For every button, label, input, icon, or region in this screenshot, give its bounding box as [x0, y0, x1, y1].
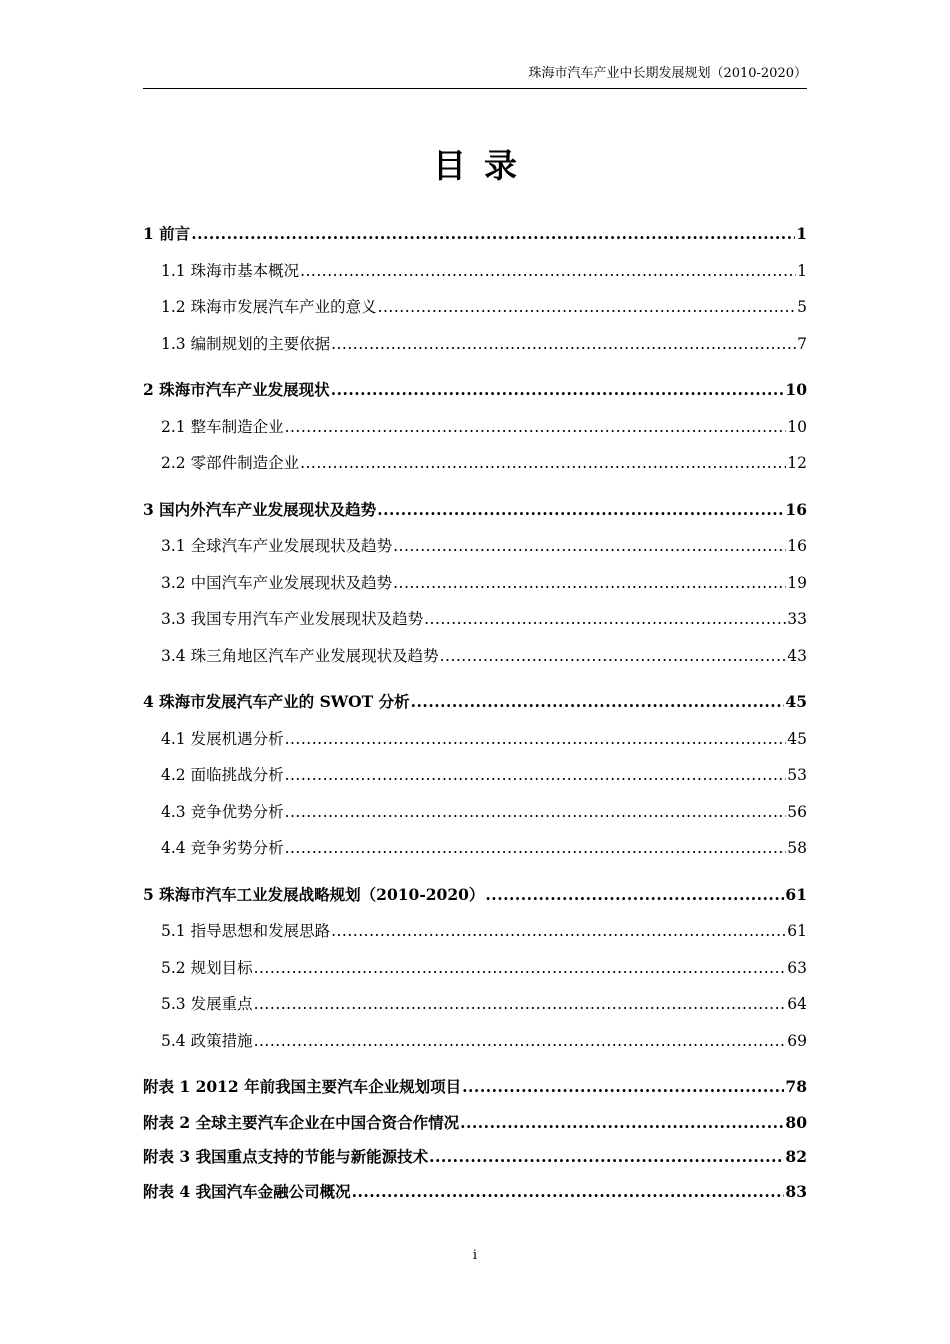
toc-chapter-entry[interactable]	[143, 492, 807, 529]
toc-dot-leader	[285, 794, 787, 830]
toc-entry-title: 附表 1 2012 年前我国主要汽车企业规划项目	[143, 1077, 462, 1096]
toc-dot-leader	[254, 986, 787, 1022]
toc-chapter-entry[interactable]	[143, 1140, 807, 1175]
table-of-contents	[143, 216, 807, 1209]
toc-dot-leader	[485, 877, 784, 913]
toc-entry-page-number: 83	[785, 1181, 807, 1201]
toc-entry-title: 1.3 编制规划的主要依据	[161, 334, 331, 353]
toc-entry-title: 4.2 面临挑战分析	[161, 766, 284, 784]
toc-entry-page-number: 58	[787, 839, 807, 857]
toc-entry-page-number: 63	[787, 958, 807, 977]
toc-section-entry[interactable]	[143, 757, 807, 794]
toc-dot-leader	[411, 684, 785, 720]
toc-entry-page-number: 16	[785, 499, 807, 519]
toc-dot-leader	[429, 1140, 784, 1174]
toc-chapter-entry[interactable]	[143, 1175, 807, 1210]
toc-section-entry[interactable]	[143, 326, 807, 363]
toc-section-entry[interactable]	[143, 445, 807, 482]
toc-entry-page-number: 10	[787, 417, 807, 436]
running-header	[143, 66, 807, 89]
toc-entry-title: 5 珠海市汽车工业发展战略规划（2010-2020）	[143, 884, 485, 904]
toc-section-entry[interactable]	[143, 830, 807, 867]
toc-entry-title: 4.3 竞争优势分析	[161, 802, 284, 821]
toc-dot-leader	[191, 216, 795, 252]
toc-dot-leader	[300, 445, 786, 481]
toc-chapter-entry[interactable]	[143, 216, 807, 253]
toc-section-entry[interactable]	[143, 289, 807, 326]
toc-entry-title: 附表 3 我国重点支持的节能与新能源技术	[143, 1147, 429, 1166]
toc-entry-page-number: 80	[785, 1112, 807, 1132]
toc-section-entry[interactable]	[143, 528, 807, 565]
toc-dot-leader	[440, 638, 787, 674]
toc-entry-title: 3.1 全球汽车产业发展现状及趋势	[161, 537, 393, 555]
toc-entry-title: 3.3 我国专用汽车产业发展现状及趋势	[161, 610, 424, 628]
toc-section-entry[interactable]	[143, 950, 807, 987]
toc-chapter-entry[interactable]	[143, 372, 807, 409]
toc-entry-page-number: 43	[787, 646, 807, 665]
toc-chapter-entry[interactable]	[143, 1069, 807, 1106]
toc-entry-title: 5.2 规划目标	[161, 958, 253, 977]
toc-entry-title: 5.4 政策措施	[161, 1031, 253, 1050]
toc-entry-page-number: 53	[787, 766, 807, 784]
toc-section-entry[interactable]	[143, 794, 807, 831]
toc-section-entry[interactable]	[143, 721, 807, 758]
toc-section-entry[interactable]	[143, 253, 807, 290]
toc-entry-page-number: 33	[787, 610, 807, 628]
toc-entry-page-number: 12	[787, 454, 807, 472]
toc-dot-leader	[331, 326, 796, 362]
toc-entry-page-number: 19	[787, 573, 807, 592]
toc-dot-leader	[393, 565, 786, 601]
toc-entry-page-number: 5	[797, 298, 807, 316]
toc-entry-title: 5.1 指导思想和发展思路	[161, 922, 331, 940]
toc-entry-title: 4.4 竞争劣势分析	[161, 839, 284, 857]
toc-chapter-entry[interactable]	[143, 877, 807, 914]
toc-entry-title: 5.3 发展重点	[161, 995, 253, 1013]
toc-entry-page-number: 78	[785, 1077, 807, 1096]
toc-entry-title: 附表 2 全球主要汽车企业在中国合资合作情况	[143, 1112, 460, 1132]
toc-dot-leader	[285, 830, 787, 866]
toc-entry-page-number: 82	[785, 1147, 807, 1166]
toc-entry-page-number: 10	[785, 380, 807, 399]
toc-section-entry[interactable]	[143, 1023, 807, 1060]
toc-chapter-entry[interactable]	[143, 684, 807, 721]
toc-entry-title: 1.1 珠海市基本概况	[161, 261, 300, 280]
toc-entry-page-number: 16	[787, 537, 807, 555]
toc-section-entry[interactable]	[143, 913, 807, 950]
toc-dot-leader	[377, 492, 784, 528]
running-header-text: 珠海市汽车产业中长期发展规划（2010-2020）	[528, 66, 807, 81]
toc-entry-title: 3.4 珠三角地区汽车产业发展现状及趋势	[161, 646, 439, 665]
toc-entry-page-number: 1	[797, 261, 807, 280]
toc-entry-title: 1.2 珠海市发展汽车产业的意义	[161, 298, 377, 316]
toc-entry-page-number: 1	[796, 224, 807, 243]
toc-chapter-entry[interactable]	[143, 1106, 807, 1141]
toc-section-entry[interactable]	[143, 601, 807, 638]
toc-entry-title: 2.1 整车制造企业	[161, 417, 284, 436]
toc-dot-leader	[378, 289, 797, 325]
toc-entry-title: 3 国内外汽车产业发展现状及趋势	[143, 499, 377, 519]
toc-section-entry[interactable]	[143, 986, 807, 1023]
toc-entry-title: 4 珠海市发展汽车产业的 SWOT 分析	[143, 692, 410, 711]
toc-dot-leader	[285, 721, 787, 757]
toc-entry-page-number: 45	[787, 729, 807, 748]
toc-entry-page-number: 45	[785, 692, 807, 711]
toc-dot-leader	[254, 950, 787, 986]
toc-dot-leader	[393, 528, 786, 564]
toc-dot-leader	[331, 913, 786, 949]
toc-dot-leader	[460, 1106, 784, 1140]
toc-dot-leader	[462, 1069, 784, 1105]
toc-entry-page-number: 7	[797, 334, 807, 353]
toc-dot-leader	[424, 601, 786, 637]
toc-entry-page-number: 56	[787, 802, 807, 821]
toc-section-entry[interactable]	[143, 409, 807, 446]
toc-dot-leader	[285, 409, 787, 445]
toc-entry-title: 1 前言	[143, 224, 191, 243]
toc-entry-page-number: 61	[785, 884, 807, 904]
page-number-footer: i	[472, 1248, 478, 1263]
toc-entry-title: 4.1 发展机遇分析	[161, 729, 284, 748]
toc-section-entry[interactable]	[143, 565, 807, 602]
toc-entry-page-number: 64	[787, 995, 807, 1013]
toc-dot-leader	[331, 372, 785, 408]
toc-entry-title: 2.2 零部件制造企业	[161, 454, 300, 472]
toc-dot-leader	[285, 757, 787, 793]
toc-dot-leader	[352, 1175, 785, 1209]
toc-entry-title: 附表 4 我国汽车金融公司概况	[143, 1181, 351, 1201]
page-title: 目录	[433, 146, 535, 185]
toc-entry-page-number: 61	[787, 922, 807, 940]
toc-section-entry[interactable]	[143, 638, 807, 675]
toc-entry-title: 3.2 中国汽车产业发展现状及趋势	[161, 573, 393, 592]
toc-dot-leader	[300, 253, 796, 289]
toc-entry-page-number: 69	[787, 1031, 807, 1050]
toc-dot-leader	[254, 1023, 787, 1059]
toc-entry-title: 2 珠海市汽车产业发展现状	[143, 380, 330, 399]
